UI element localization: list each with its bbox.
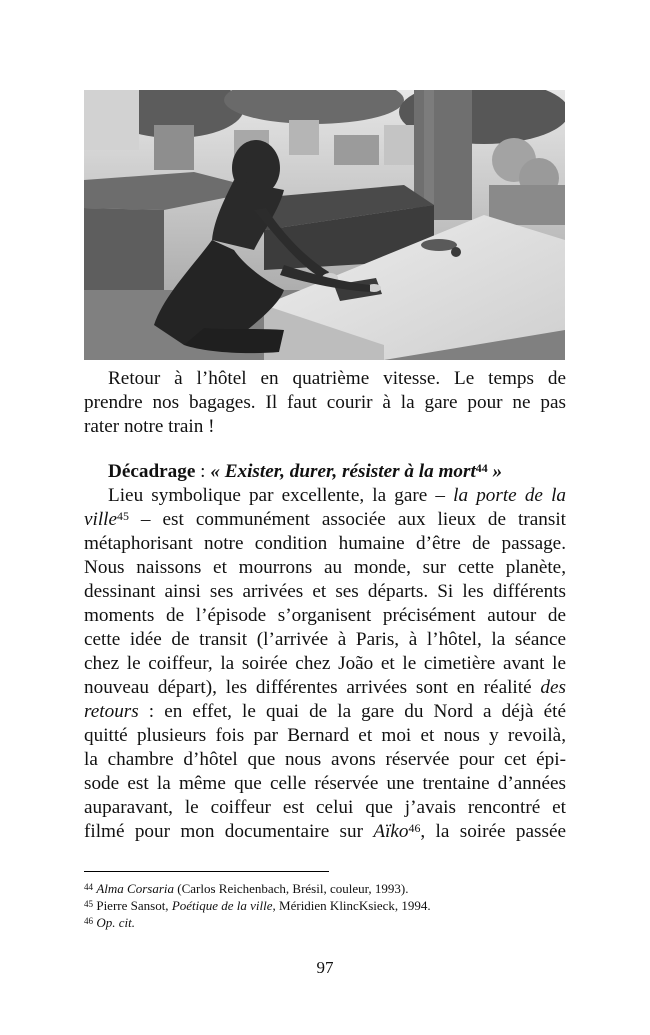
paragraph-intro	[84, 367, 566, 439]
text-italic: retours	[84, 701, 139, 722]
text-line: prendre nos bagages. Il faut courir à la gare pour ne pas	[84, 392, 566, 413]
footnote-text: , Méridien KlincKsieck, 1994.	[272, 898, 431, 913]
text-line: dessinant ainsi ses arrivées et ses départs. Si les différents	[84, 581, 566, 602]
section-label: Décadrage	[108, 461, 196, 482]
text-line: rater notre train !	[84, 416, 215, 437]
text-italic: la porte de la	[453, 485, 566, 506]
text-line: cette idée de transit (l’arrivée à Paris, à l’hôtel, la séance	[84, 629, 566, 650]
page-number: 97	[316, 958, 334, 977]
footnote-italic: Op. cit.	[96, 915, 135, 930]
footnote-45	[84, 897, 566, 914]
text-segment: – est communément associée aux lieux de transit	[128, 509, 566, 530]
text-segment: , la soirée passée	[420, 821, 566, 842]
text-line: Nous naissons et mourrons au monde, sur cette planète,	[84, 557, 566, 578]
section-decadrage	[84, 460, 566, 844]
text-segment: : en effet, le quai de la gare du Nord a déjà été	[138, 701, 566, 722]
text-line: sode est la même que celle réservée une trentaine d’années	[84, 773, 566, 794]
cemetery-photo-drawing	[84, 90, 565, 360]
text-line: moments de l’épisode s’organisent précisément autour de	[84, 605, 566, 626]
footnote-ref: 45	[117, 508, 129, 523]
text-italic: des	[540, 677, 566, 698]
text-line	[84, 700, 566, 724]
footnote-number: 46	[84, 915, 94, 926]
section-heading	[84, 460, 566, 484]
text-line: auparavant, le coiffeur est celui que j’avais rencontré et	[84, 797, 566, 818]
text-segment: Lieu symbolique par excellente, la gare –	[108, 485, 454, 506]
section-close-quote: »	[487, 461, 503, 482]
footnote-ref: 46	[408, 820, 421, 835]
footnote-ref: 44	[475, 460, 488, 475]
footnote-italic: Poétique de la ville	[171, 898, 273, 913]
section-title: « Exister, durer, résister à la mort	[210, 461, 476, 482]
text-line: la chambre d’hôtel que nous avons réservée pour cet épi-	[84, 749, 566, 770]
text-italic: ville	[84, 509, 118, 530]
footnote-number: 45	[84, 898, 94, 909]
text-line	[84, 484, 566, 508]
footnotes	[84, 880, 566, 931]
text-line: métaphorisant notre condition humaine d’être de passage.	[84, 533, 566, 554]
text-italic: Aïko	[373, 821, 409, 842]
text-line: quitté plusieurs fois par Bernard et moi et nous y revoilà,	[84, 725, 566, 746]
text-line	[84, 508, 566, 532]
text-line	[84, 820, 566, 844]
text-line	[84, 676, 566, 700]
footnote-number: 44	[84, 881, 94, 892]
footnote-text: Pierre Sansot,	[96, 898, 172, 913]
footnote-46	[84, 914, 566, 931]
footnote-44	[84, 880, 566, 897]
footnote-italic: Alma Corsaria	[96, 881, 174, 896]
text-line: chez le coiffeur, la soirée chez João et le cimetière avant le	[84, 653, 566, 674]
text-segment: nouveau départ), les différentes arrivées sont en réalité	[84, 677, 541, 698]
footnote-divider	[84, 871, 329, 872]
footnote-text: (Carlos Reichenbach, Brésil, couleur, 1993).	[174, 881, 409, 896]
section-separator: :	[195, 461, 211, 482]
cemetery-photo	[84, 90, 565, 360]
text-segment: filmé pour mon documentaire sur	[84, 821, 374, 842]
text-line: Retour à l’hôtel en quatrième vitesse. Le temps de	[108, 368, 566, 389]
